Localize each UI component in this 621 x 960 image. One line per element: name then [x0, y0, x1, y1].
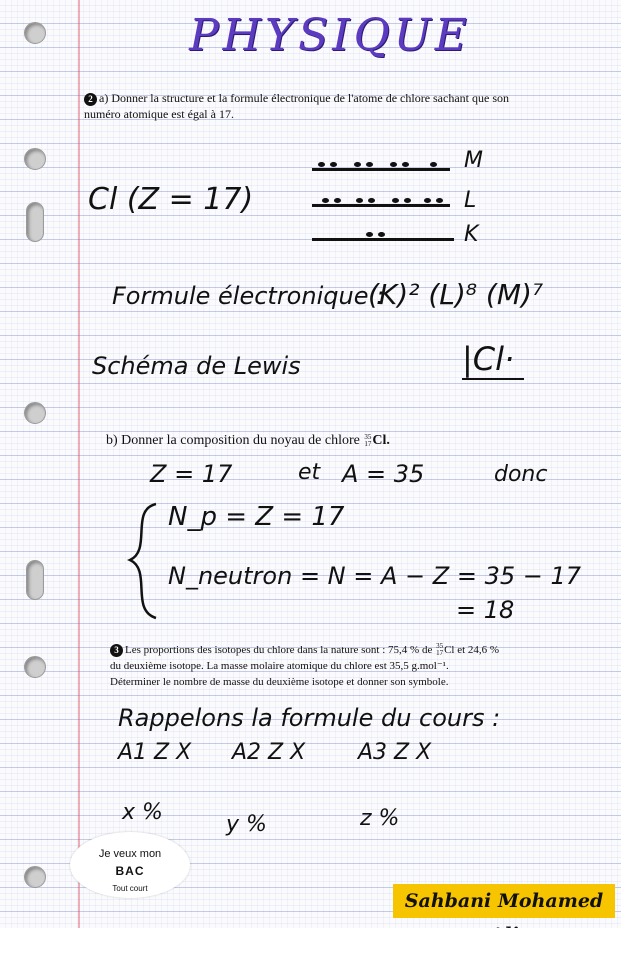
- electron: [366, 232, 373, 237]
- and-word: et: [298, 460, 321, 485]
- electron: [354, 162, 361, 167]
- question-b-text: b) Donner la composition du noyau de chlore: [106, 433, 360, 448]
- electronic-formula: (K)² (L)⁸ (M)⁷: [368, 278, 544, 311]
- therefore-word: donc: [494, 462, 548, 487]
- neutrons-line: N_neutron = N = A − Z = 35 − 17: [168, 562, 582, 590]
- shell-label-m: M: [464, 148, 483, 173]
- isotope-mass: 35: [364, 432, 372, 441]
- a-value: A = 35: [342, 460, 425, 488]
- isotope-notation: [364, 434, 371, 448]
- electron: [366, 162, 373, 167]
- electron: [356, 198, 363, 203]
- question-3-line1: Les proportions des isotopes du chlore dans la nature sont : 75,4 % de: [125, 644, 433, 656]
- lewis-label: Schéma de Lewis: [92, 352, 301, 380]
- electron: [392, 198, 399, 203]
- electron: [378, 232, 385, 237]
- question-3-line1-end: Cl et 24,6 %: [444, 644, 500, 656]
- question-a: [84, 90, 604, 122]
- isotope-2: A2 Z X: [232, 740, 306, 765]
- binder-hole: [26, 560, 44, 600]
- curly-brace: [122, 500, 162, 622]
- z-value: Z = 17: [150, 460, 233, 488]
- question-3-line3: Déterminer le nombre de masse du deuxième isotope et donner son symbole.: [110, 676, 449, 688]
- percent-1: x %: [122, 800, 163, 825]
- recall-line: Rappelons la formule du cours :: [118, 704, 501, 732]
- bac-badge: [70, 832, 190, 898]
- isotope-symbol: Cl.: [372, 433, 390, 448]
- isotope-1: A1 Z X: [118, 740, 192, 765]
- electron: [368, 198, 375, 203]
- element-label: Cl (Z = 17): [88, 182, 254, 217]
- question-3: [110, 642, 610, 690]
- electron: [402, 162, 409, 167]
- formula-label: Formule électronique :: [112, 282, 385, 310]
- electron: [330, 162, 337, 167]
- margin-line: [78, 0, 80, 960]
- binder-hole: [24, 866, 46, 888]
- isotope-z: 17: [364, 439, 372, 448]
- electron: [430, 162, 437, 167]
- binder-hole: [24, 22, 46, 44]
- shell-label-k: K: [464, 222, 479, 247]
- badge-line1: Je veux mon: [98, 848, 162, 860]
- electron: [436, 198, 443, 203]
- question-number: 3: [110, 644, 123, 657]
- binder-hole: [24, 402, 46, 424]
- bottom-margin: [0, 928, 621, 960]
- shell-k-line: [312, 238, 454, 241]
- electron: [390, 162, 397, 167]
- question-a-line2: numéro atomique est égal à 17.: [84, 107, 234, 121]
- percent-2: y %: [226, 812, 267, 837]
- binder-hole: [24, 148, 46, 170]
- electron: [318, 162, 325, 167]
- question-a-line1: a) Donner la structure et la formule électronique de l'atome de chlore sachant que son: [99, 91, 509, 105]
- page-title: PHYSIQUE: [189, 10, 471, 61]
- percent-3: z %: [360, 806, 400, 831]
- electron: [322, 198, 329, 203]
- electron: [404, 198, 411, 203]
- isotope-3: A3 Z X: [358, 740, 432, 765]
- author-banner: Sahbani Mohamed: [393, 884, 615, 918]
- binder-hole: [24, 656, 46, 678]
- question-b: [106, 432, 390, 450]
- shell-label-l: L: [464, 188, 477, 213]
- shell-m-line: [312, 168, 450, 171]
- badge-line3: Tout court: [112, 884, 148, 893]
- binder-hole: [26, 202, 44, 242]
- shell-l-line: [312, 204, 450, 207]
- protons-line: N_p = Z = 17: [168, 502, 345, 532]
- isotope-z: 17: [436, 649, 444, 658]
- electron: [334, 198, 341, 203]
- lewis-symbol: |Cl·: [462, 340, 524, 380]
- question-number: 2: [84, 93, 97, 106]
- badge-line2: BAC: [115, 864, 145, 878]
- electron: [424, 198, 431, 203]
- question-3-line2: du deuxième isotope. La masse molaire atomique du chlore est 35,5 g.mol⁻¹.: [110, 660, 449, 672]
- neutrons-result: = 18: [456, 596, 515, 624]
- isotope-notation: [436, 643, 443, 657]
- isotope-mass: 35: [436, 642, 444, 651]
